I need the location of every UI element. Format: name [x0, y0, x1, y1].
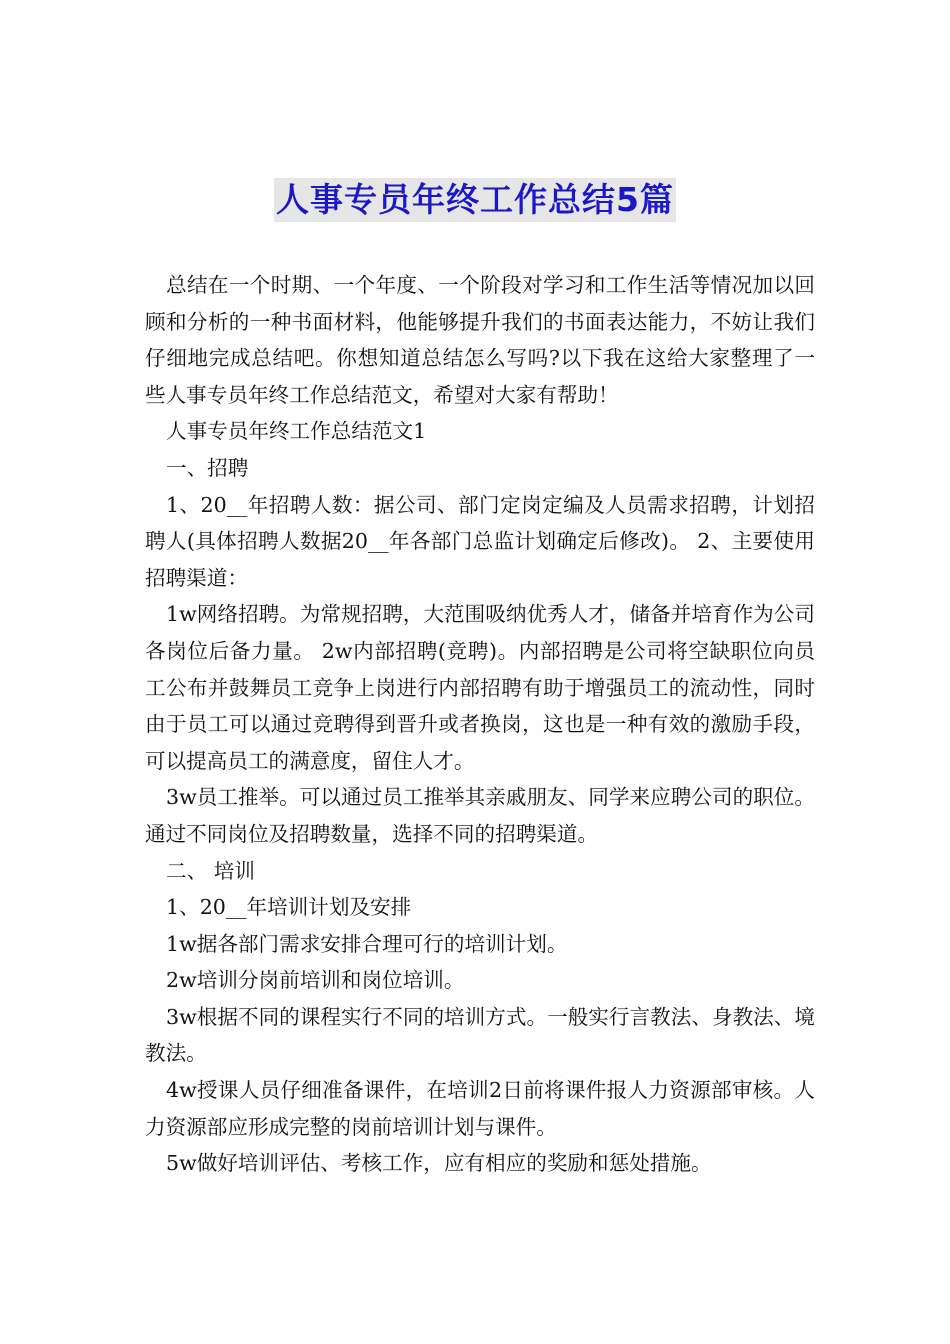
paragraph-training-item-4: 4w授课人员仔细准备课件，在培训2日前将课件报人力资源部审核。人力资源部应形成完整的岗前培训计划与课件。 [145, 1078, 815, 1139]
paragraph-section-recruit: 一、招聘 [166, 455, 249, 480]
paragraph-section-training: 二、 培训 [166, 858, 255, 883]
paragraph-training-item-2: 2w培训分岗前培训和岗位培训。 [166, 968, 465, 993]
paragraph-intro: 总结在一个时期、一个年度、一个阶段对学习和工作生活等情况加以回顾和分析的一种书面材料，他能够提升我们的书面表达能力，不妨让我们仔细地完成总结吧。你想知道总结怎么写吗?以下我在这给大家整理了一些人事专员年终工作总结范文，希望对大家有帮助！ [145, 273, 815, 407]
paragraph-training-plan: 1、20__年培训计划及安排 [166, 895, 412, 920]
paragraph-recruit-channels: 1w网络招聘。为常规招聘，大范围吸纳优秀人才，储备并培育作为公司各岗位后备力量。 2w内部招聘(竞聘)。内部招聘是公司将空缺职位向员工公布并鼓舞员工竞争上岗进行内部招聘有助于增强员工的流动性，同时由于员工可以通过竞聘得到晋升或者换岗，这也是一种有效的激励手段，可以提高员工的满意度，留住人才。 [145, 602, 815, 773]
paragraph-recruit-count: 1、20__年招聘人数：据公司、部门定岗定编及人员需求招聘，计划招聘人(具体招聘人数据20__年各部门总监计划确定后修改)。 2、主要使用招聘渠道： [145, 492, 815, 590]
paragraph-employee-referral: 3w员工推举。可以通过员工推举其亲戚朋友、同学来应聘公司的职位。 通过不同岗位及招聘数量，选择不同的招聘渠道。 [145, 785, 815, 846]
paragraph-training-item-5: 5w做好培训评估、考核工作，应有相应的奖励和惩处措施。 [166, 1151, 712, 1176]
document-body [145, 267, 815, 1182]
document-title: 人事专员年终工作总结5篇 [274, 178, 676, 222]
title-container [0, 178, 950, 222]
paragraph-training-item-3: 3w根据不同的课程实行不同的培训方式。一般实行言教法、身教法、境教法。 [145, 1004, 815, 1066]
paragraph-sample-heading: 人事专员年终工作总结范文1 [166, 419, 427, 444]
paragraph-training-item-1: 1w据各部门需求安排合理可行的培训计划。 [166, 931, 568, 956]
